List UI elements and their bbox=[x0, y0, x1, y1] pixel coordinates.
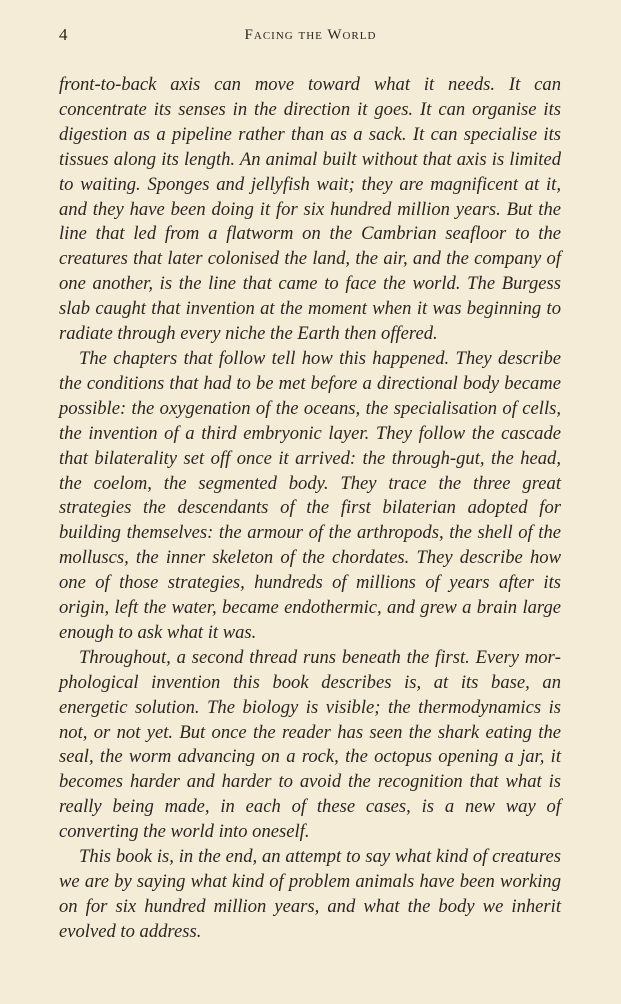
running-title: Facing the World bbox=[244, 27, 377, 43]
body-text bbox=[59, 73, 561, 945]
page-number: 4 bbox=[59, 25, 68, 44]
paragraph-1: front-to-back axis can move toward what it needs. It can concentrate its senses in the direction it goes. It can organise its digestion as a pipeline rather than as a sack. It can specialise its tissues along its length. An animal built without that axis is limited to waiting. Sponges and jellyfish wait; they are magnificent at it, and they have been doing it for six hundred million years. But the line that led from a flatworm on the Cambrian seafloor to the creatures that later colonised the land, the air, and the company of one another, is the line that came to face the world. The Burgess slab caught that invention at the moment when it was beginning to radiate through every niche the Earth then offered. bbox=[59, 74, 561, 345]
running-head bbox=[59, 24, 562, 48]
paragraph-3: Throughout, a second thread runs beneath the first. Every morphological invention this book describes is, at its base, an energetic solution. The biology is visible; the thermodynamics is not, or not yet. But once the reader has seen the shark eating the seal, the worm advancing on a rock, the octopus opening a jar, it becomes harder and harder to avoid the recognition that what is really being made, in each of these cases, is a new way of converting the world into oneself. bbox=[59, 646, 561, 843]
paragraph-4: This book is, in the end, an attempt to say what kind of creatures we are by saying what kind of problem animals have been working on for six hundred million years, and what the body we inherit evolved to address. bbox=[59, 846, 561, 942]
paragraph-2: The chapters that follow tell how this happened. They describe the conditions that had to be met before a directional body became possible: the oxygenation of the oceans, the specialisation of cells, the invention of a third embryonic layer. They follow the cascade that bilaterality set off once it arrived: the through-gut, the head, the coelom, the segmented body. They trace the three great strategies the descendants of the first bilaterian adopted for building themselves: the armour of the arthropods, the shell of the molluscs, the inner skeleton of the chordates. They describe how one of those strategies, hundreds of millions of years after its origin, left the water, became endothermic, and grew a brain large enough to ask what it was. bbox=[59, 347, 561, 643]
